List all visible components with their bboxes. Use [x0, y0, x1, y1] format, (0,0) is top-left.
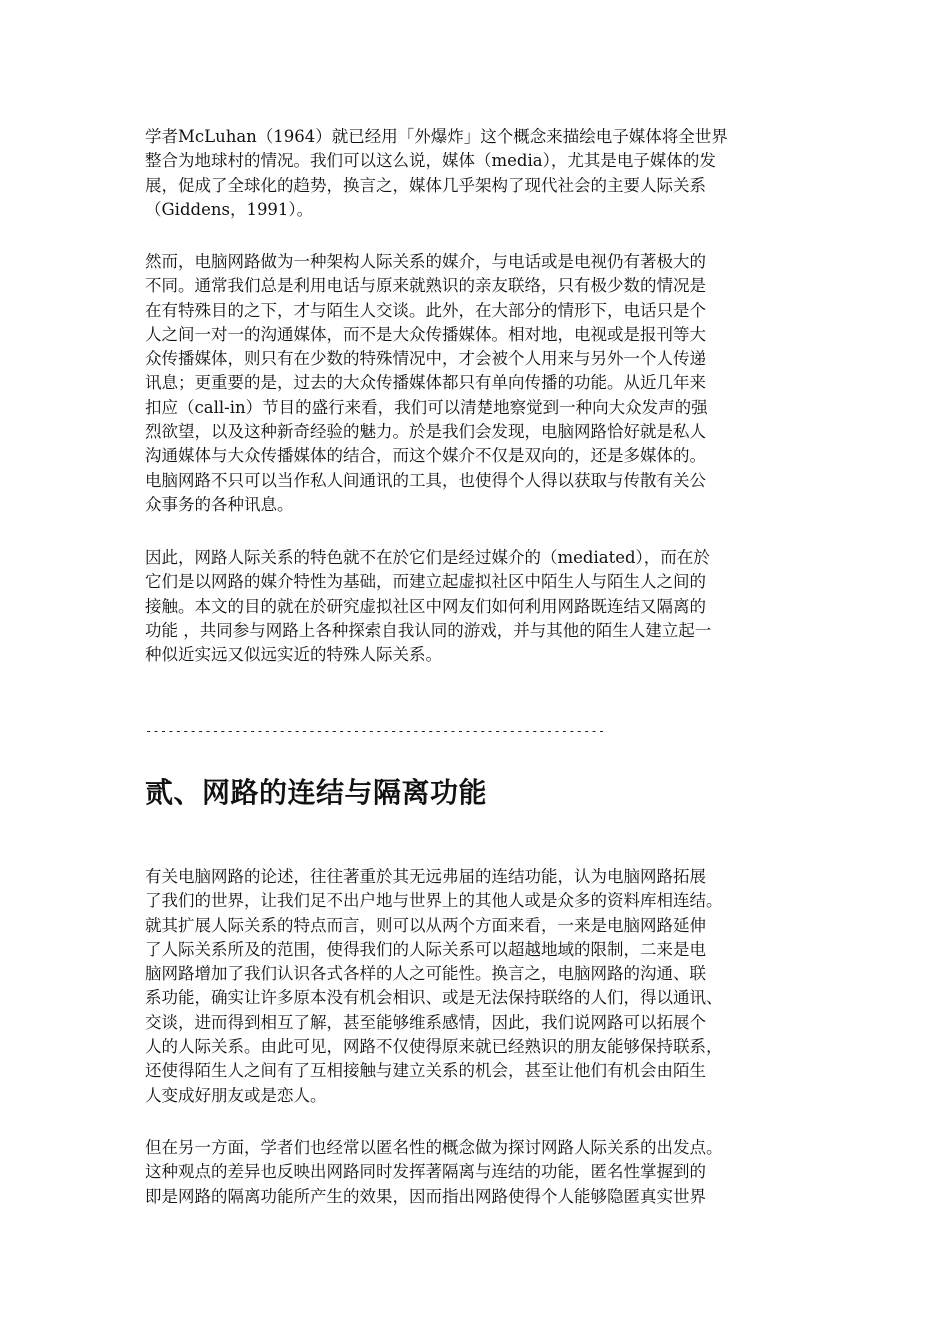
section-heading: 贰、网路的连结与隔离功能	[145, 776, 488, 809]
paragraph-anonymity: 但在另一方面，学者们也经常以匿名性的概念做为探讨网路人际关系的出发点。 这种观点的差异也反映出网路同时发挥著隔离与连结的功能，匿名性掌握到的 即是网路的隔离功能所产生的效果，因而指出网路使得个人能够隐匿真实世界	[145, 1138, 723, 1206]
section-divider: --------------------------------------------------------------	[145, 724, 606, 738]
paragraph-connection-function: 有关电脑网路的论述，往往著重於其无远弗届的连结功能，认为电脑网路拓展 了我们的世界，让我们足不出户地与世界上的其他人或是众多的资料库相连结。 就其扩展人际关系的特点而言，则可以从两个方面来看，一来是电脑网路延伸 了人际关系所及的范围，使得我们的人际关系可以超越地域的限制，二来是电 脑网路增加了我们认识各式各样的人之可能性。换言之，电脑网路的沟通、联 系功能，确实让许多原本没有机会相识、或是无法保持联络的人们，得以通讯、 交谈，进而得到相互了解，甚至能够维系感情，因此，我们说网路可以拓展个 人的人际关系。由此可见，网路不仅使得原来就已经熟识的朋友能够保持联系， 还使得陌生人之间有了互相接触与建立关系的机会，甚至让他们有机会由陌生 人变成好朋友或是恋人。	[145, 867, 723, 1105]
paragraph-purpose: 因此，网路人际关系的特色就不在於它们是经过媒介的（mediated），而在於 它们是以网路的媒介特性为基础，而建立起虚拟社区中陌生人与陌生人之间的 接触。本文的目的就在於研究虚拟社区中网友们如何利用网路既连结又隔离的 功能 ，共同参与网路上各种探索自我认同的游戏，并与其他的陌生人建立起一 种似近实远又似远实近的特殊人际关系。	[145, 548, 712, 665]
paragraph-mcluhan: 学者McLuhan（1964）就已经用「外爆炸」这个概念来描绘电子媒体将全世界 整合为地球村的情况。我们可以这么说，媒体（media），尤其是电子媒体的发 展，促成了全球化的趋势，换言之，媒体几乎架构了现代社会的主要人际关系 （Giddens，1991）。	[145, 127, 728, 219]
paragraph-network-vs-telephone: 然而，电脑网路做为一种架构人际关系的媒介，与电话或是电视仍有著极大的 不同。通常我们总是利用电话与原来就熟识的亲友联络，只有极少数的情况是 在有特殊目的之下，才与陌生人交谈。此外，在大部分的情形下，电话只是个 人之间一对一的沟通媒体，而不是大众传播媒体。相对地，电视或是报刊等大 众传播媒体，则只有在少数的特殊情况中，才会被个人用来与另外一个人传递 讯息；更重要的是，过去的大众传播媒体都只有单向传播的功能。从近几年来 扣应（call-in）节目的盛行来看，我们可以清楚地察觉到一种向大众发声的强 烈欲望，以及这种新奇经验的魅力。於是我们会发现，电脑网路恰好就是私人 沟通媒体与大众传播媒体的结合，而这个媒介不仅是双向的，还是多媒体的。 电脑网路不只可以当作私人间通讯的工具，也使得个人得以获取与传散有关公 众事务的各种讯息。	[145, 252, 708, 514]
